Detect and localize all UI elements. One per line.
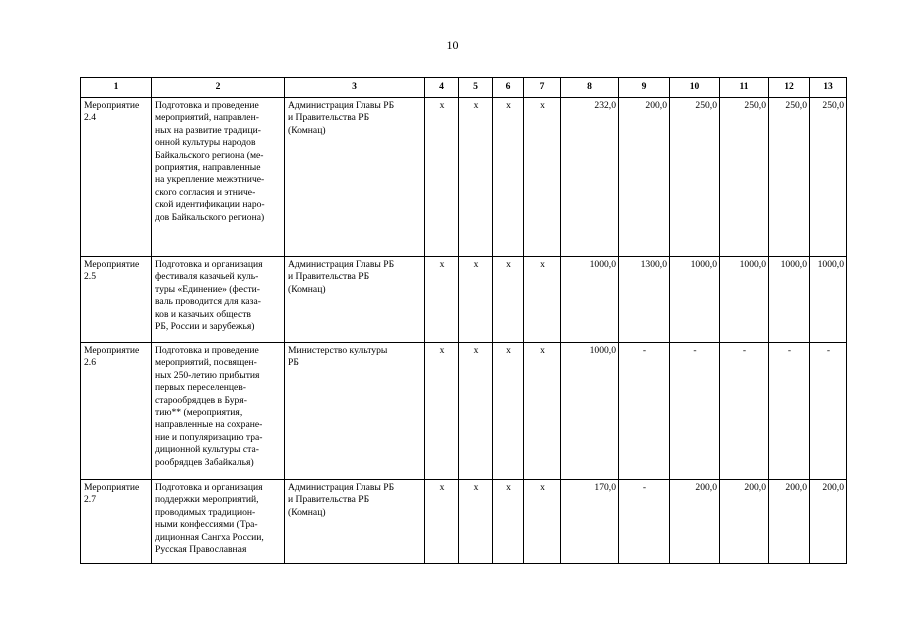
event-description-cell: Подготовка и организация поддержки мероприятий, проводимых традицион- ными конфессиями (Тра- диционная Сангха России, Русская Православная: [152, 480, 285, 564]
executor-cell: Министерство культуры РБ: [285, 343, 425, 480]
table-row: [81, 480, 847, 564]
amount-cell: 200,0: [670, 480, 720, 564]
table-row: [81, 98, 847, 257]
amount-cell: 1000,0: [561, 343, 619, 480]
value-cell: х: [459, 98, 493, 257]
amount-cell: -: [619, 480, 670, 564]
amount-cell: 200,0: [619, 98, 670, 257]
column-header: 3: [285, 78, 425, 98]
amount-cell: -: [720, 343, 769, 480]
amount-cell: 200,0: [720, 480, 769, 564]
amount-cell: 250,0: [720, 98, 769, 257]
executor-cell: Администрация Главы РБ и Правительства РБ (Комнац): [285, 480, 425, 564]
value-cell: х: [459, 343, 493, 480]
value-cell: х: [425, 343, 459, 480]
value-cell: х: [493, 480, 524, 564]
value-cell: х: [459, 257, 493, 343]
amount-cell: 1000,0: [720, 257, 769, 343]
amount-cell: -: [810, 343, 847, 480]
column-header: 12: [769, 78, 810, 98]
amount-cell: -: [670, 343, 720, 480]
value-cell: х: [524, 480, 561, 564]
event-id-cell: Мероприятие 2.4: [81, 98, 152, 257]
table-row: [81, 343, 847, 480]
executor-cell: Администрация Главы РБ и Правительства РБ (Комнац): [285, 257, 425, 343]
event-description-cell: Подготовка и проведение мероприятий, посвящен- ных 250-летию прибытия первых переселенцев- старообрядцев в Буря- тию** (мероприятия, направленные на сохране- ние и популяризацию тра- диционной культуры ста- рообрядцев Забайкалья): [152, 343, 285, 480]
page-number: 10: [446, 38, 459, 52]
amount-cell: 170,0: [561, 480, 619, 564]
value-cell: х: [493, 257, 524, 343]
value-cell: х: [493, 343, 524, 480]
amount-cell: 200,0: [769, 480, 810, 564]
column-header: 11: [720, 78, 769, 98]
column-header: 10: [670, 78, 720, 98]
value-cell: х: [524, 343, 561, 480]
amount-cell: -: [619, 343, 670, 480]
amount-cell: 1000,0: [561, 257, 619, 343]
value-cell: х: [524, 98, 561, 257]
event-description-cell: Подготовка и организация фестиваля казачьей куль- туры «Единение» (фести- валь проводится для каза- ков и казачьих обществ РБ, России и зарубежья): [152, 257, 285, 343]
column-header: 8: [561, 78, 619, 98]
amount-cell: 1300,0: [619, 257, 670, 343]
amount-cell: 250,0: [769, 98, 810, 257]
column-header: 1: [81, 78, 152, 98]
amount-cell: 250,0: [810, 98, 847, 257]
event-id-cell: Мероприятие 2.7: [81, 480, 152, 564]
value-cell: х: [425, 98, 459, 257]
amount-cell: 200,0: [810, 480, 847, 564]
column-header: 9: [619, 78, 670, 98]
amount-cell: 232,0: [561, 98, 619, 257]
column-header: 6: [493, 78, 524, 98]
column-header: 5: [459, 78, 493, 98]
table-header-row: [81, 78, 847, 98]
table-row: [81, 257, 847, 343]
value-cell: х: [425, 257, 459, 343]
event-id-cell: Мероприятие 2.5: [81, 257, 152, 343]
column-header: 2: [152, 78, 285, 98]
column-header: 13: [810, 78, 847, 98]
amount-cell: 1000,0: [670, 257, 720, 343]
event-id-cell: Мероприятие 2.6: [81, 343, 152, 480]
value-cell: х: [524, 257, 561, 343]
value-cell: х: [459, 480, 493, 564]
value-cell: х: [493, 98, 524, 257]
executor-cell: Администрация Главы РБ и Правительства РБ (Комнац): [285, 98, 425, 257]
amount-cell: -: [769, 343, 810, 480]
amount-cell: 1000,0: [810, 257, 847, 343]
amount-cell: 1000,0: [769, 257, 810, 343]
amount-cell: 250,0: [670, 98, 720, 257]
program-table: [80, 77, 847, 564]
column-header: 7: [524, 78, 561, 98]
column-header: 4: [425, 78, 459, 98]
value-cell: х: [425, 480, 459, 564]
event-description-cell: Подготовка и проведение мероприятий, направлен- ных на развитие традици- онной культуры народов Байкальского региона (ме- роприятия, направленные на укрепление межэтниче- ского согласия и этниче- ской идентификации наро- дов Байкальского региона): [152, 98, 285, 257]
